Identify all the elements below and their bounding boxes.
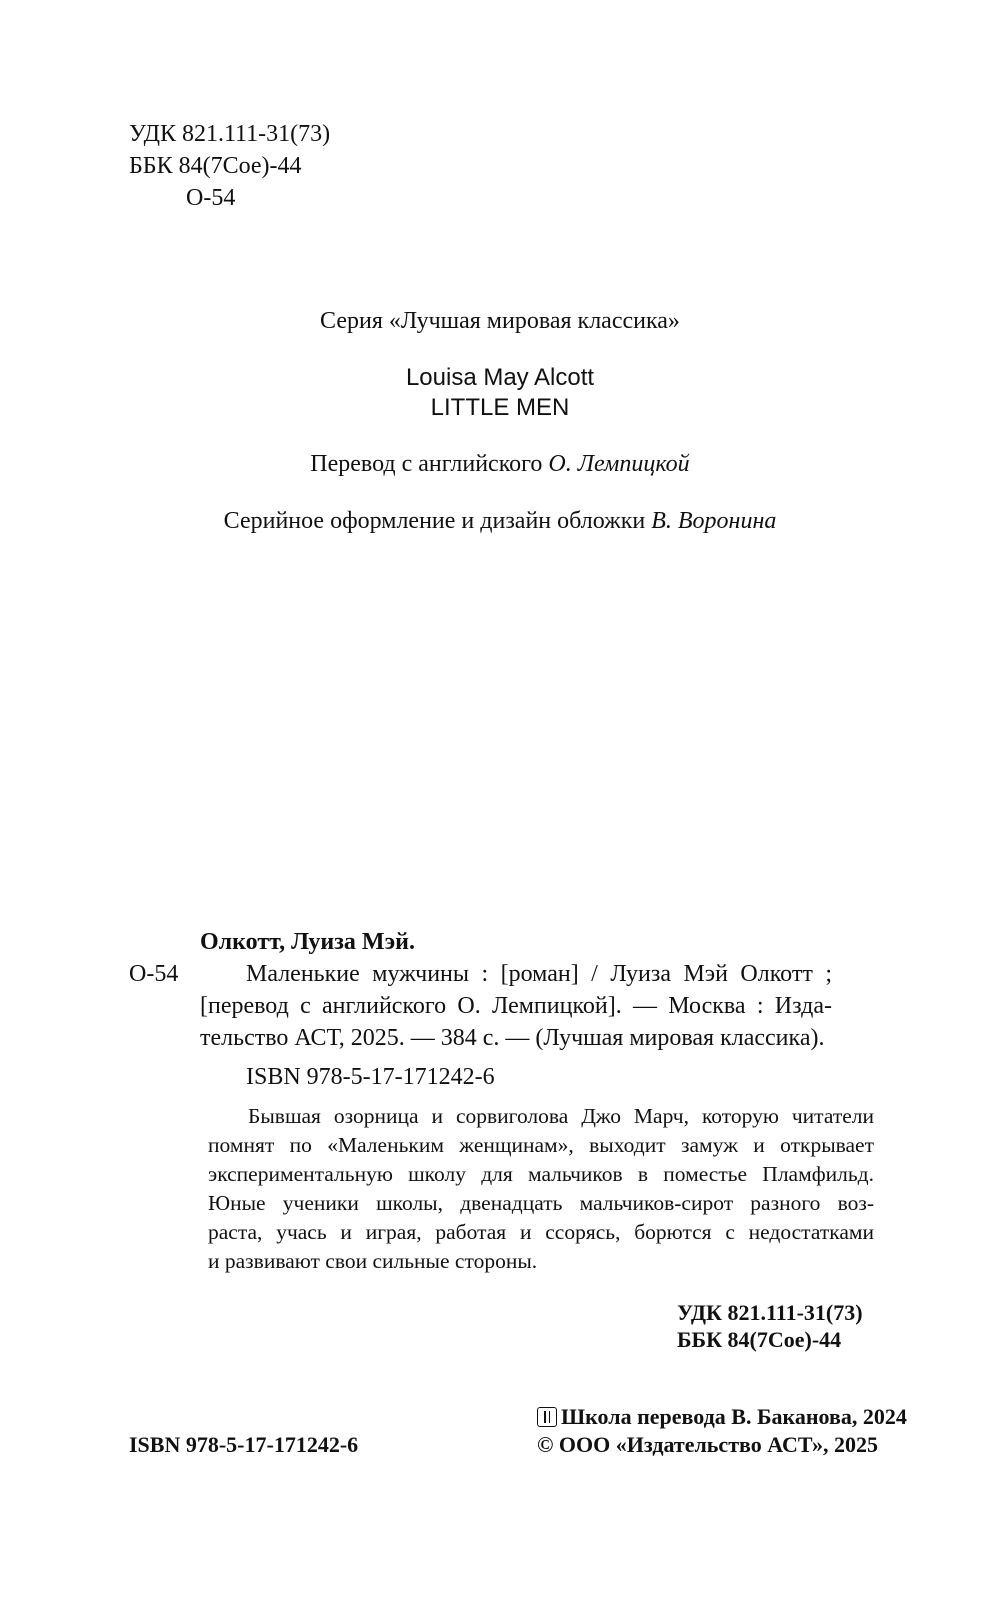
copyright-translation-text: Школа перевода В. Баканова, 2024 <box>561 1404 907 1429</box>
annotation-line: и развивают свои сильные стороны. <box>208 1249 538 1273</box>
design-credit <box>0 505 1000 537</box>
original-author: Louisa May Alcott <box>405 364 595 391</box>
bbk-code-top: ББК 84(7Сое)-44 <box>129 153 302 179</box>
designer-name: В. Воронина <box>651 508 777 534</box>
design-prefix: Серийное оформление и дизайн обложки <box>223 508 646 534</box>
translator-name: О. Лемпицкой <box>548 451 690 477</box>
bibliography-author-heading: Олкотт, Луиза Мэй. <box>200 929 416 955</box>
translation-credit <box>0 448 1000 480</box>
annotation-line: помнят по «Маленьким женщинам», выходит замуж и открывает <box>208 1133 874 1157</box>
isbn-bottom: ISBN 978-5-17-171242-6 <box>129 1432 359 1457</box>
book-icon <box>537 1407 557 1427</box>
annotation <box>208 1102 874 1276</box>
bibliography-isbn: ISBN 978-5-17-171242-6 <box>246 1064 495 1090</box>
bbk-code-bottom: ББК 84(7Сое)-44 <box>677 1327 842 1352</box>
translation-prefix: Перевод с английского <box>310 451 543 477</box>
author-sign-top: О-54 <box>186 185 236 211</box>
annotation-line: Юные ученики школы, двенадцать мальчиков-сирот разного воз- <box>208 1191 874 1215</box>
series-title: Серия «Лучшая мировая классика» <box>320 308 680 334</box>
udk-code-top: УДК 821.111-31(73) <box>129 121 331 147</box>
copyright-publisher: © ООО «Издательство АСТ», 2025 <box>537 1432 879 1457</box>
udk-code-bottom: УДК 821.111-31(73) <box>677 1300 863 1325</box>
annotation-line: раста, учась и играя, работая и ссорясь, борются с недостатками <box>208 1220 874 1244</box>
bibliography-line-3: тельство АСТ, 2025. — 384 с. — (Лучшая мировая классика). <box>200 1025 825 1051</box>
bibliography-line-2: [перевод с английского О. Лемпицкой]. — Москва : Изда- <box>200 993 832 1019</box>
annotation-line: экспериментальную школу для мальчиков в поместье Пламфильд. <box>208 1162 874 1186</box>
bibliography-line-1: Маленькие мужчины : [роман] / Луиза Мэй Олкотт ; <box>246 961 832 987</box>
annotation-line: Бывшая озорница и сорвиголова Джо Марч, которую читатели <box>248 1104 874 1128</box>
original-title: LITTLE MEN <box>430 394 570 421</box>
bibliography-author-sign: О-54 <box>129 961 179 987</box>
copyright-translation <box>537 1402 907 1432</box>
